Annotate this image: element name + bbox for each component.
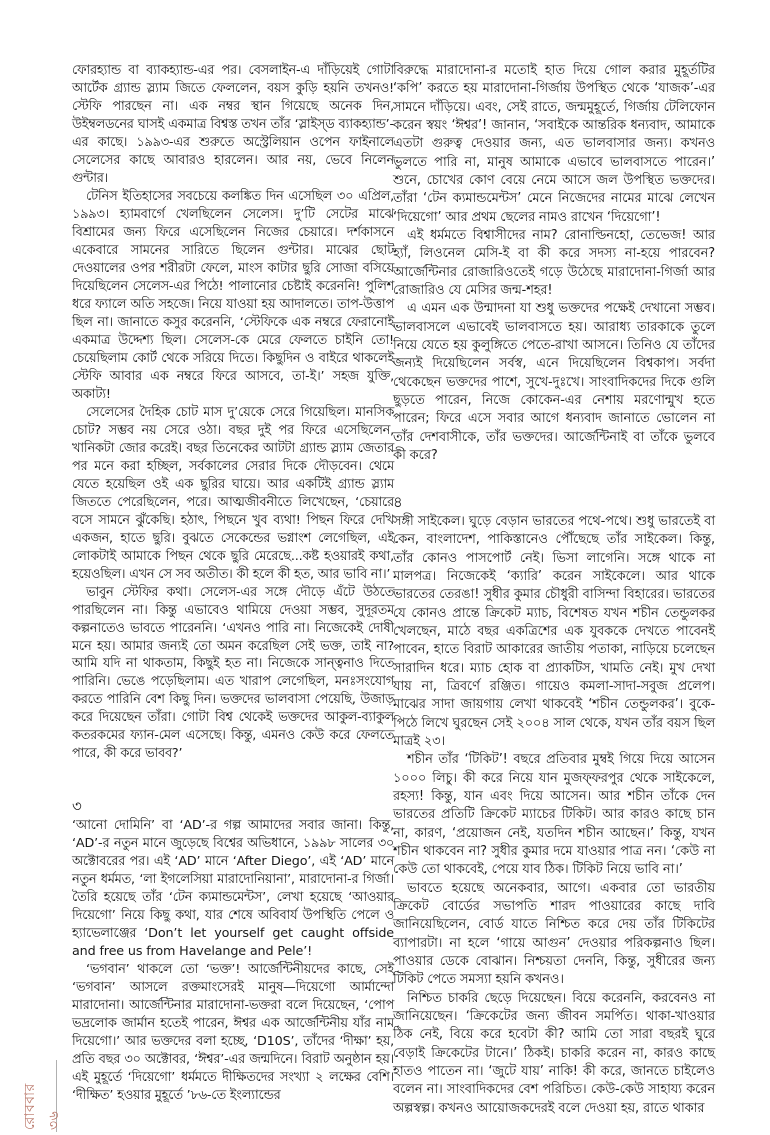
paragraph: এ এমন এক উন্মাদনা যা শুধু ভক্তদের পক্ষেই দেখানো সম্ভব। ভালবাসলে এভাবেই ভালবাসতে হয়। আরাধ্য তারকাকে তুলে নিয়ে যেতে হয় কুলুঙ্গিতে পেতে-রাখা আসনে। তিনিও যে তাঁদের জন্যই দিয়েছিলেন সর্বস্ব, এনে দিয়েছিলেন বিশ্বকাপ। সর্বদা থেকেছেন ভক্তদের পাশে, সুখে-দুঃখে। সাংবাদিকদের দিকে গুলি ছুড়তে পারেন, নিজে কোকেন-এর নেশায় মরণোন্মুখ হতে পারেন; ফিরে এসে সবার আগে ধন্যবাদ জানাতে ভোলেন না তাঁর দেশবাসীকে, তাঁর ভক্তদের। আর্জেন্টিনাই বা তাঁকে ভুলবে কী করে? [393,301,715,463]
paragraph: ‘আনো দোমিনি’ বা ‘AD’-র গল্প আমাদের সবার জানা। কিন্তু, ‘AD’-র নতুন মানে জুড়েছে বিশ্বের অভিধানে, ১৯৯৮ সালের ৩০ অক্টোবরের পর। এই ‘AD’ মানে ‘After Diego’, এই ‘AD’ মানে নতুন ধর্মমত, ‘লা ইগলেসিয়া মারাদোনিয়ানা’, মারাদোনা-র গির্জা। তৈরি হয়েছে তাঁর ‘টেন ক্যমান্ডমেন্টস’, লেখা হয়েছে ‘আওয়ার দিয়েগো’ নিয়ে কিছু কথা, যার শেষে অবিবার্য উপস্থিতি পেলে ও হ্যাভেলাঞ্জের ‘Don’t let yourself get caught offside and free us from Havelange and Pele’! [72,818,394,960]
paragraph: শচীন তাঁর ‘টিকিট’! বছরে প্রতিবার মুম্বই গিয়ে দিয়ে আসেন ১০০০ লিচু। কী করে নিয়ে যান মুজফ্‌ফরপুর থেকে সাইকেলে, রহস্য! কিন্তু, যান এবং দিয়ে আসেন। আর শচীন তাঁকে দেন ভারতের প্রতিটি ক্রিকেট ম্যাচের টিকিট। আর কারও কাছে চান না, কারণ, ‘প্রয়োজন নেই, যতদিন শচীন আছেন।’ কিন্তু, যখন শচীন থাকবেন না? সুধীর কুমার দমে যাওয়ার পাত্র নন। ‘কেউ না কেউ তো থাকবেই, পেয়ে যাব ঠিক। টিকিট নিয়ে ভাবি না।’ [393,752,715,878]
paragraph: ভাবতে হয়েছে অনেকবার, আগে। একবার তো ভারতীয় ক্রিকেট বোর্ডের সভাপতি শারদ পাওয়ারের কাছে দাবি জানিয়েছিলেন, বোর্ড যাতে নিশ্চিত করে দেয় তাঁর টিকিটের ব্যাপারটা। না হলে ‘গায়ে আগুন’ দেওয়ার পরিকল্পনাও ছিল। পাওয়ার ডেকে বোঝান। নিশ্চয়তা দেননি, কিন্তু, সুধীরের জন্য টিকিট পেতে সমস্যা হয়নি কখনও। [393,880,715,988]
section-number: ৪ [393,493,403,512]
page-footer-label [18,1062,62,1130]
magazine-name: রোববার [22,1083,38,1130]
paragraph: টেনিস ইতিহাসের সবচেয়ে কলঙ্কিত দিন এসেছিল ৩০ এপ্রিল, ১৯৯৩। হ্যামবার্গে খেলছিলেন সেলেস। দু’টি সেটের মাঝে বিশ্রামের জন্য ফিরে এসেছিলেন নিজের চেয়ারে। দর্শকাসনে একেবারে সামনের সারিতে ছিলেন গুন্টার। মাঝের ছোট দেওয়ালের ওপর শরীরটা ফেলে, মাংস কাটার ছুরি সোজা বসিয়ে দিয়েছিলেন সেলেস-এর পিঠে! পালানোর চেষ্টাই করেননি! পুলিশ ধরে ফ্যালে অতি সহজে। নিয়ে যাওয়া হয় আদালতে। তাপ-উত্তাপ ছিল না। জানাতে কসুর করেননি, ‘স্টেফিকে এক নম্বরে ফেরানোই একমাত্র উদ্দেশ্য ছিল। সেলেস-কে মেরে ফেলতে চাইনি তো! চেয়েছিলাম কোর্ট থেকে সরিয়ে দিতে। কিছুদিন ও বাইরে থাকলেই স্টেফি আবার এক নম্বরে ফিরে আসবে, তা-ই।’ সহজ যুক্তি, অকাট্য! [72,188,394,402]
paragraph: ‘ভগবান’ থাকলে তো ‘ভক্ত’! আর্জেন্টিনীয়দের কাছে, সেই ‘ভগবান’ আসলে রক্তমাংসেরই মানুষ—দিয়েগো আর্মান্দো মারাদোনা। আর্জেন্টিনার মারাদোনা-ভক্তরা বলে দিয়েছেন, ‘পোপ ভদ্রলোক জার্মান হতেই পারেন, ঈশ্বর এক আর্জেন্টিনীয় যাঁর নাম দিয়েগো।’ আর ভক্তদের বলা হচ্ছে, ‘D10S’, তাঁদের ‘দীক্ষা’ হয়, প্রতি বছর ৩০ অক্টোবর, ‘ঈশ্বর’-এর জন্মদিনে। বিরাট অনুষ্ঠান হয়। এই মুহূর্তে ‘দিয়েগো’ ধর্মমতে দীক্ষিতদের সংখ্যা ২ লক্ষের বেশি। ‘দীক্ষিত’ হওয়ার মুহূর্তে ’৮৬-তে ইংল্যান্ডের [72,962,394,1103]
paragraph: বিরুদ্ধে মারাদোনা-র মতোই হাত দিয়ে গোল করার মুহূর্তটির ‘কপি’ করতে হয় মারাদোনা-গির্জায় উপস্থিত থেকে ‘যাজক’-এর সামনে দাঁড়িয়ে। এবং, সেই রাতে, জন্মমুহূর্তে, গির্জায় টেলিফোন করেন স্বয়ং ‘ঈশ্বর’! জানান, ‘সবাইকে আন্তরিক ধন্যবাদ, আমাকে এতটা গুরুত্ব দেওয়ার জন্য, এত ভালবাসার জন্য। কখনও ভুলতে পারি না, মানুষ আমাকে এভাবে ভালবাসতে পারেন।’ শুনে, চোখের কোণ বেয়ে নেমে আসে জল উপস্থিত ভক্তদের। তাঁরা ‘টেন ক্যমান্ডমেন্টস’ মেনে নিজেদের নামের মাঝে লেখেন ‘দিয়েগো’ আর প্রথম ছেলের নামও রাখেন ‘দিয়েগো’! [393,63,715,225]
right-column [393,62,715,1118]
left-column [72,62,394,1105]
paragraph: সঙ্গী সাইকেল। ঘুড়ে বেড়ান ভারতের পথে-পথে। শুধু ভারতেই বা কেন, বাংলাদেশ, পাকিস্তানেও পৌঁছেছে তাঁর সাইকেল। কিন্তু, তাঁর কোনও পাসপোর্ট নেই। ভিসা লাগেনি। সঙ্গে থাকে না মালপত্র। নিজেকেই ‘ক্যারি’ করেন সাইকেলে। আর থাকে ভারতের তেরঙা! সুধীর কুমার চৌধুরী বাসিন্দা বিহারের। ভারতের যে কোনও প্রান্তে ক্রিকেট ম্যাচ, বিশেষত যখন শচীন তেন্ডুলকর খেলছেন, মাঠে বছর একত্রিশের এক যুবককে দেখতে পাবেনই পাবেন, হাতে বিরাট আকারের জাতীয় পতাকা, নাড়িয়ে চলেছেন সারাদিন ধরে। ম্যাচ হোক বা প্র্যাকটিস, খামতি নেই। মুখ দেখা যায় না, ত্রিবর্ণে রঞ্জিত। গায়েও কমলা-সাদা-সবুজ প্রলেপ। মাঝের সাদা জায়গায় লেখা থাকবেই ‘শচীন তেন্ডুলকর’। বুকে-পিঠে লিখে ঘুরছেন সেই ২০০৪ সাল থেকে, যখন তাঁর বয়স ছিল মাত্রই ২৩। [393,514,715,749]
paragraph: ভাবুন স্টেফির কথা। সেলেস-এর সঙ্গে দৌড়ে এঁটে উঠতে পারছিলেন না। কিন্তু এভাবেও থামিয়ে দেওয়া সম্ভব, সুদূরতম কল্পনাতেও ভাবতে পারেননি। ‘এখনও পারি না। নিজেকেই দোষী মনে হয়। আমার জন্যই তো অমন করেছিল সেই ভক্ত, তাই না? আমি যদি না থাকতাম, কিছুই হত না। নিজেকে সান্ত্বনাও দিতে পারিনি। ভেঙে পড়েছিলাম। এত খারাপ লেগেছিল, মনঃসংযোগ করতে পারিনি বেশ কিছু দিন। ভক্তদের ভালবাসা পেয়েছি, উজাড় করে দিয়েছেন তাঁরা। গোটা বিশ্ব থেকেই ভক্তদের আকুল-ব্যাকুল কতরকমের ফ্যান-মেল এসেছে। কিন্তু, এমনও কেউ করে ফেলতে পারে, কী করে ভাবব?’ [72,584,394,762]
paragraph: ফোরহ্যান্ড বা ব্যাকহ্যান্ড-এর পর। বেসলাইন-এ দাঁড়িয়েই গোটা আর্টেক গ্র্যান্ড স্ল্যাম জিতে ফেললেন, বয়স কুড়ি হয়নি তখনও! স্টেফি পারছেন না। এক নম্বর স্থান গিয়েছে অনেক দিন, উইম্বলডনের ঘাসই একমাত্র বিশ্বস্ত তখন তাঁর ‘স্লাইস্ড ব্যাকহ্যান্ড’-এর কাছে। ১৯৯৩-এর শুরুতে অস্ট্রেলিয়ান ওপেন ফাইনালে সেলেসের কাছে আবারও হারলেন। আর নয়, ভেবে নিলেন গুন্টার। [72,63,394,186]
paragraph: এই ধর্মমতে বিশ্বাসীদের নাম? রোনাল্ডিনহো, তেভেজ! আর হ্যাঁ, লিওনেল মেসি-ই বা কী করে সদস্য না-হয়ে পারবেন? আর্জেন্টিনার রোজারিওতেই গড়ে উঠেছে মারাদোনা-গির্জা আর রোজারিও যে মেসির জন্ম-শহর! [393,227,715,298]
paragraph: সেলেসের দৈহিক চোট মাস দু’য়েকে সেরে গিয়েছিল। মানসিক চোট? সম্ভব নয় সেরে ওঠা। বছর দুই পর ফিরে এসেছিলেন, খানিকটা জোর করেই। বছর তিনেকের আটটা গ্র্যান্ড স্ল্যাম জেতার পর মনে করা হচ্ছিল, সর্বকালের সেরার দিকে দৌড়বেন। থেমে যেতে হয়েছিল ওই এক ছুরির ঘায়ে। আর একটিই গ্র্যান্ড স্ল্যাম জিততে পেরেছিলেন, পরে। আত্মজীবনীতে লিখেছেন, ‘চেয়ারে বসে সামনে ঝুঁকেছি। হঠাৎ, পিছনে খুব ব্যথা! পিছন ফিরে দেখি একজন, হাতে ছুরি। বুঝতে সেকেন্ডের ভগ্নাংশ লেগেছিল, এই লোকটাই আমাকে পিছন থেকে ছুরি মেরেছে...কষ্ট হওয়ারই কথা, হয়েওছিল। এখন সে সব অতীত। কী হলে কী হত, আর ভাবি না।’ [72,404,394,582]
section-number: ৩ [72,797,82,816]
paragraph: নিশ্চিত চাকরি ছেড়ে দিয়েছেন। বিয়ে করেননি, করবেনও না জানিয়েছেন। ‘ক্রিকেটের জন্য জীবন সমর্পিত। থাকা-খাওয়ার ঠিক নেই, বিয়ে করে হবেটা কী? আমি তো সারা বছরই ঘুরে বেড়াই ক্রিকেটের টানে।’ ঠিকই। চাকরি করেন না, কারও কাছে হাতও পাতেন না। ‘জুটে যায়’ নাকি! কী করে, জানতে চাইলেও বলেন না। সাংবাদিকদের বেশ পরিচিত। কেউ-কেউ সাহায্য করেন অল্পস্বল্প। কখনও আয়োজকদেরই বলে দেওয়া হয়, রাতে থাকার [393,990,715,1116]
page-number: ৩৬ [46,1110,62,1130]
